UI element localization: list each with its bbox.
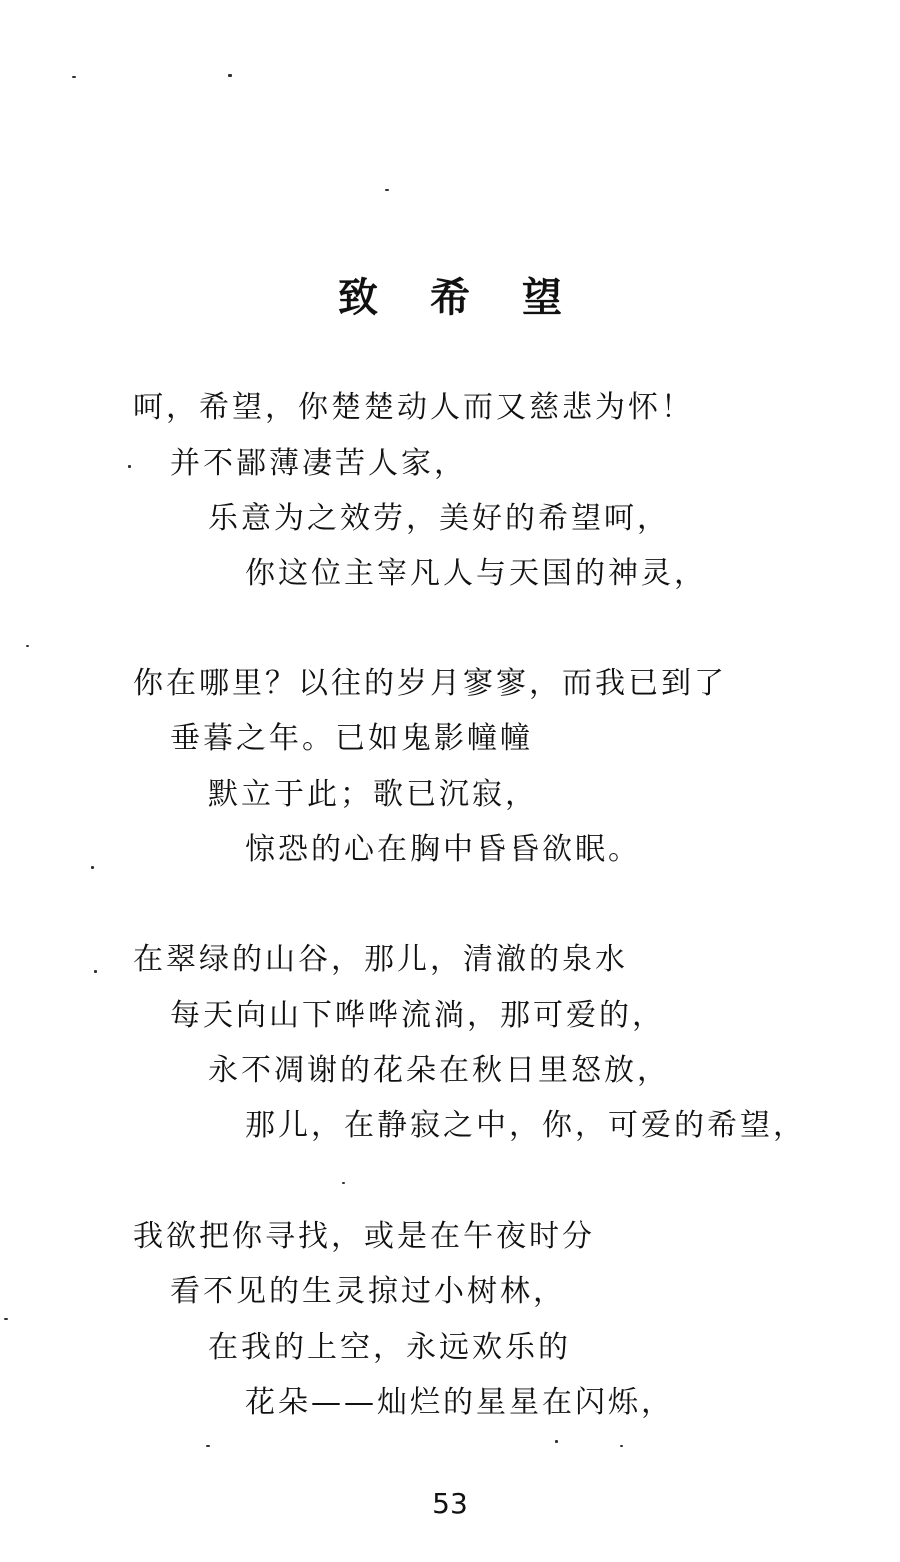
scan-speck (206, 1445, 210, 1447)
poem-line: 我欲把你寻找，或是在午夜时分 (133, 1219, 595, 1254)
poem-line: 惊恐的心在胸中昏昏欲眠。 (245, 832, 641, 867)
poem-line: 每天向山下哗哗流淌，那可爱的， (170, 998, 665, 1033)
poem-line: 在翠绿的山谷，那儿，清澈的泉水 (133, 942, 628, 977)
scan-speck (94, 970, 97, 973)
page-number: 53 (432, 1487, 468, 1520)
scan-speck (385, 189, 389, 191)
poem-line: 垂暮之年。已如鬼影幢幢 (170, 721, 533, 756)
poem-line: 你这位主宰凡人与天国的神灵， (245, 556, 707, 591)
scan-speck (555, 1440, 558, 1443)
scan-speck (26, 645, 29, 647)
scan-speck (128, 465, 131, 468)
scan-speck (620, 1445, 623, 1447)
scan-speck (72, 76, 76, 78)
poem-line: 永不凋谢的花朵在秋日里怒放， (208, 1053, 670, 1088)
poem-line: 乐意为之效劳，美好的希望呵， (208, 501, 670, 536)
scan-speck (91, 866, 94, 869)
scan-speck (342, 1182, 345, 1184)
scan-speck (228, 74, 232, 77)
poem-line: 那儿，在静寂之中，你，可爱的希望， (245, 1108, 806, 1143)
poem-line: 你在哪里？以往的岁月寥寥，而我已到了 (133, 666, 727, 701)
poem-line: 呵，希望，你楚楚动人而又慈悲为怀！ (133, 390, 694, 425)
poem-line: 默立于此；歌已沉寂， (208, 777, 538, 812)
scan-speck (4, 1318, 8, 1320)
poem-line: 并不鄙薄凄苦人家， (170, 446, 467, 481)
poem-line: 花朵——灿烂的星星在闪烁， (245, 1385, 674, 1420)
poem-line: 看不见的生灵掠过小树林， (170, 1274, 566, 1309)
poem-line: 在我的上空，永远欢乐的 (208, 1330, 571, 1365)
poem-title: 致希望 (338, 274, 614, 321)
